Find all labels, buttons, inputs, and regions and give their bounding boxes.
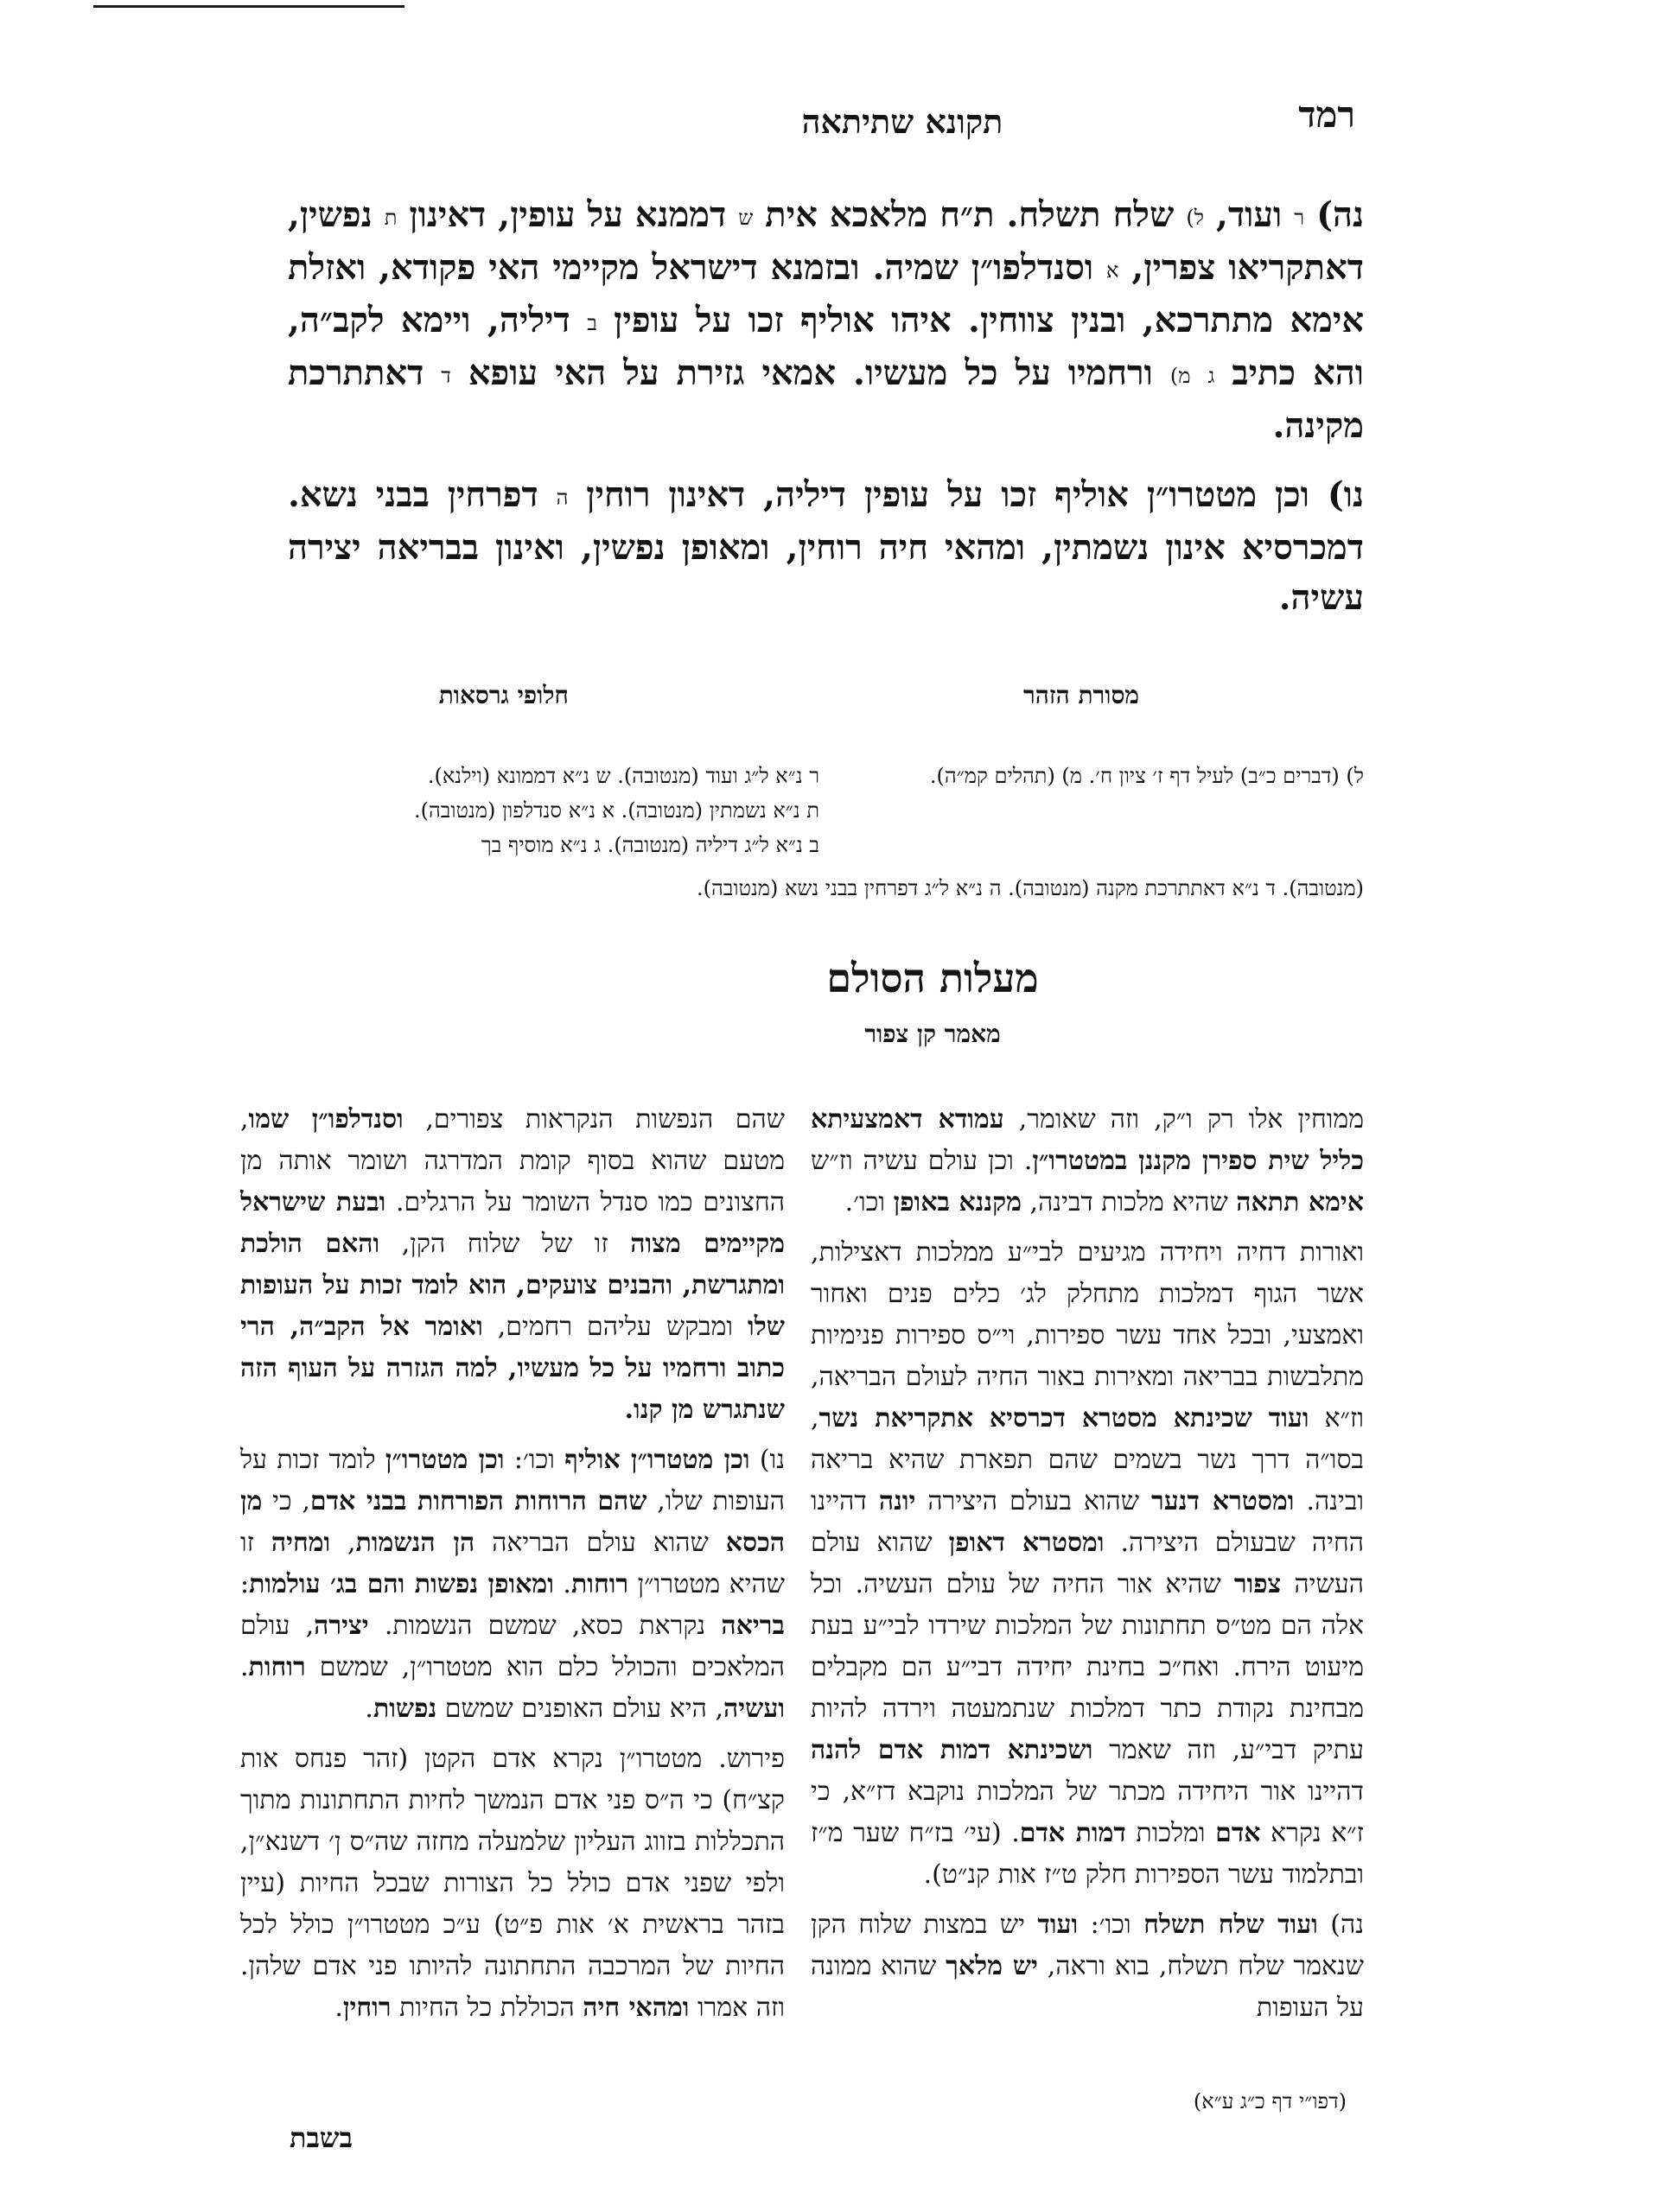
bold-run: דמות אדם bbox=[1019, 1818, 1126, 1848]
mesoret-hazohar-notes: ל) (דברים כ״ב) לעיל דף ז׳ ציון ח׳. מ) (תהלים קמ״ה). bbox=[929, 764, 1364, 788]
bold-run: ומחיה bbox=[271, 1528, 331, 1558]
text-run: וסנדלפו״ן שמיה. ובזמנא דישראל מקיימי האי פקודא, ואזלת אימא מתתרכא, ובנין צווחין. איהו אוליף זכו על עופין bbox=[288, 247, 1365, 340]
bold-run: וסנדלפו״ן שמו bbox=[248, 1104, 404, 1135]
sulam-title: מעלות הסולם bbox=[826, 955, 1039, 1001]
note-marker: ב bbox=[587, 311, 597, 335]
commentary-paragraph bbox=[240, 1440, 785, 1730]
variant-line: (מנטובה). ד נ״א דאתתרכת מקנה (מנטובה). ה נ״א ל״ג דפרחין בבני נשא (מנטובה). bbox=[697, 876, 1364, 900]
text-run: וכו׳. bbox=[844, 1187, 894, 1217]
text-run: זו שהיא מטטרו״ן bbox=[240, 1528, 786, 1599]
bold-run: מקננא באופן bbox=[893, 1187, 1022, 1217]
chilufei-girsaot-heading: חלופי גרסאות bbox=[438, 681, 569, 709]
bold-run: והאם הולכת ומתגרשת, והבנים צועקים, הוא לומד זכות על העופות שלו bbox=[240, 1229, 785, 1342]
bold-run: רוחין bbox=[342, 1993, 392, 2023]
bold-run: ואומר אל הקב״ה, הרי כתוב ורחמיו על כל מעשיו, למה הגזרה על העוף הזה שנתגרש מן קנו. bbox=[240, 1312, 785, 1425]
text-run: נו) bbox=[749, 1445, 785, 1475]
zohar-paragraph-55 bbox=[288, 190, 1364, 451]
bold-run: ושכינתא דמות אדם להנה bbox=[811, 1735, 1093, 1765]
top-rule bbox=[93, 5, 404, 8]
text-run: שלח תשלח. ת״ח מלאכא אית bbox=[753, 194, 1187, 235]
mesoret-hazohar-heading: מסורת הזהר bbox=[1022, 681, 1139, 709]
text-run: שהוא בעולם היצירה bbox=[915, 1486, 1152, 1516]
note-marker: מ) bbox=[1169, 364, 1191, 388]
bold-run: צפור bbox=[1233, 1569, 1282, 1599]
bold-run: ועוד שכינתא מסטרא דכרסיא אתקריאת נשר bbox=[818, 1403, 1309, 1433]
text-run: דאתתרכת מקינה. bbox=[288, 353, 1364, 446]
variant-line: ת נ״א נשמתין (מנטובה). א נ״א סנדלפון (מנטובה). bbox=[413, 798, 819, 823]
bold-run: בריאה bbox=[721, 1611, 785, 1641]
bold-run: שהם הרוחות הפורחות בבני אדם bbox=[309, 1486, 647, 1516]
text-run: : bbox=[240, 1569, 250, 1599]
text-run: דיליה, ויימא לקב״ה, והא כתיב bbox=[288, 300, 1364, 393]
bold-run: הן הנשמות bbox=[355, 1528, 475, 1558]
text-run: , היא עולם האופנים שמשם bbox=[436, 1694, 723, 1724]
text-run: זו של שלוח הקן, bbox=[379, 1229, 631, 1259]
bold-run: מן הכסא bbox=[240, 1486, 785, 1558]
text-run: שהוא עולם הבריאה bbox=[474, 1528, 726, 1558]
commentary-paragraph bbox=[240, 1738, 785, 2029]
variant-line: ר נ״א ל״ג ועוד (מנטובה). ש נ״א דממונא (וילנא). bbox=[427, 764, 819, 788]
text-run: ועוד, bbox=[1203, 194, 1295, 235]
text-run: דממנא על עופין, דאינון bbox=[397, 194, 739, 235]
text-run: ומלכות bbox=[1125, 1818, 1216, 1848]
text-run: , עולם המלאכים והכולל כלם הוא מטטרו״ן, שמשם bbox=[240, 1611, 785, 1682]
note-marker: א bbox=[1106, 258, 1119, 283]
commentary-paragraph bbox=[811, 1232, 1364, 1896]
text-run: ממוחין אלו רק ו״ק, וזה שאומר, bbox=[1003, 1104, 1364, 1135]
text-run: . bbox=[553, 1569, 571, 1599]
text-run: וכו׳: bbox=[1078, 1910, 1144, 1940]
note-marker: ש bbox=[738, 206, 754, 230]
commentary-paragraph bbox=[240, 1099, 785, 1431]
bold-run: וכן מטטרו״ן bbox=[385, 1445, 505, 1475]
zohar-paragraph-56 bbox=[288, 470, 1364, 623]
text-run: שהיא מלכות דבינה, bbox=[1022, 1187, 1237, 1217]
text-run: נו) וכן מטטרו״ן אוליף זכו על עופין דיליה, דאינון רוחין bbox=[568, 474, 1365, 515]
bold-run: ועוד שלח תשלח bbox=[1143, 1910, 1318, 1940]
note-marker: ד bbox=[441, 364, 451, 388]
bold-run: ומאופן נפשות והם בג׳ עולמות bbox=[249, 1569, 554, 1599]
text-run: נפשין, דאתקריאו צפרין, bbox=[288, 194, 1364, 288]
text-run: ואורות דחיה ויחידה מגיעים לבי״ע ממלכות דאצילות, אשר הגוף דמלכות מתחלק לג׳ כלים פנים ואחור ואמצעי, ובכל אחד עשר ספירות, וי״ס ספירות פנימיות מתלבשות בבריאה ומאירות באור החיה לעולם הבריאה, וז״א bbox=[811, 1237, 1364, 1433]
bold-run: אימא תתאה bbox=[1236, 1187, 1364, 1217]
variant-line: ב נ״א ל״ג דיליה (מנטובה). ג נ״א מוסיף בך bbox=[481, 833, 819, 857]
commentary-left-column bbox=[240, 1099, 785, 2037]
note-marker: ת bbox=[384, 206, 398, 230]
running-title: תקונא שתיתאה bbox=[801, 102, 1003, 141]
bold-run: ומסטרא דנער bbox=[1151, 1486, 1295, 1516]
text-run: . (עי׳ בז״ח שער מ״ז ובתלמוד עשר הספירות חלק ט״ז אות קנ״ט). bbox=[811, 1818, 1364, 1890]
source-reference: (דפו״י דף כ״ג ע״א) bbox=[1193, 2089, 1347, 2113]
note-marker: ר bbox=[1294, 206, 1305, 230]
catchword: בשבת bbox=[289, 2121, 353, 2154]
text-run: דהיינו החיה שבעולם היצירה. bbox=[811, 1486, 1365, 1558]
note-marker: ה bbox=[556, 486, 569, 510]
text-run: פירוש. מטטרו״ן נקרא אדם הקטן (זהר פנחס אות קצ״ח) כי ה״ס פני אדם הנמשך לחיות התחתונות מתוך התכללות בזווג העליון שלמעלה מחזה שה״ס ן׳ דשנא״ן, ולפי שפני אדם כולל כל הצורות שבכל החיות (עיין בזהר בראשית א׳ אות פ״ט) ע״כ מטטרו״ן כולל לכל החיות של המרכבה התחתונה להיותו פני אדם שלהן. וזה אמרו bbox=[240, 1744, 785, 2023]
page-number: רמד bbox=[1298, 93, 1355, 136]
commentary-paragraph bbox=[811, 1099, 1364, 1224]
text-run: . bbox=[334, 1993, 343, 2023]
bold-run: רוחות bbox=[248, 1652, 306, 1682]
bold-run: ועשיה bbox=[723, 1694, 785, 1724]
commentary-right-column bbox=[811, 1099, 1364, 2037]
text-run: נה) bbox=[1304, 194, 1365, 235]
text-run bbox=[1190, 353, 1207, 393]
bold-run: אדם bbox=[1215, 1818, 1261, 1848]
zohar-text bbox=[288, 190, 1364, 642]
text-run: יש במצות שלוח הקן שנאמר שלח תשלח, בוא וראה, bbox=[811, 1910, 1364, 1981]
bold-run: נפשות bbox=[373, 1694, 437, 1724]
bold-run: יונה bbox=[878, 1486, 916, 1516]
text-run: נקראת כסא, שמשם הנשמות. bbox=[368, 1611, 722, 1641]
bold-run: ומהאי חיה bbox=[583, 1993, 690, 2023]
bold-run: וכן מטטרו״ן אוליף bbox=[564, 1445, 750, 1475]
text-run: וכו׳: bbox=[504, 1445, 565, 1475]
text-run: נה) bbox=[1317, 1910, 1365, 1940]
text-run: , bbox=[330, 1528, 356, 1558]
text-run: ומבקש עליהם רחמים, bbox=[482, 1312, 748, 1342]
bold-run: עמודא דאמצעיתא כליל שית ספירן מקננן במטטרו״ן bbox=[811, 1104, 1364, 1176]
sulam-subtitle: מאמר קן צפור bbox=[864, 1020, 1001, 1048]
chilufei-girsaot-notes bbox=[288, 759, 819, 862]
text-run: , כי bbox=[262, 1486, 310, 1516]
text-run: , מטעם שהוא בסוף קומת המדרגה ושומר אותה מן החצונים כמו סנדל השומר על הרגלים. bbox=[240, 1104, 785, 1217]
note-marker: ג bbox=[1207, 364, 1215, 388]
note-marker: ל) bbox=[1186, 206, 1204, 230]
text-run: . וכן עולם עשיה וז״ש bbox=[811, 1146, 1033, 1176]
text-run: לומד זכות על העופות שלו, bbox=[240, 1445, 786, 1516]
text-run: . bbox=[240, 1652, 249, 1682]
bold-run: יצירה bbox=[314, 1611, 369, 1641]
commentary-paragraph bbox=[811, 1904, 1364, 2029]
text-run: דהיינו אור היחידה מכתר של המלכות נוקבא דז״א, כי ז״א נקרא bbox=[811, 1777, 1364, 1848]
text-run: שהם הנפשות הנקראות צפורים, bbox=[403, 1104, 786, 1135]
text-run: שהוא ממונה על העופות bbox=[811, 1951, 1364, 2023]
text-run: דפרחין בבני נשא. דמכרסיא אינון נשמתין, ומהאי חיה רוחין, ומאופן נפשין, ואינון בבריאה יצירה עשיה. bbox=[288, 474, 1364, 618]
bold-run: רוחות bbox=[570, 1569, 629, 1599]
text-run: , בסו״ה דרך נשר בשמים שהם תפארת שהיא בריאה ובינה. bbox=[811, 1403, 1364, 1516]
text-run: שהיא אור החיה של עולם העשיה. וכל אלה הם מט״ס תחתונות של המלכות שירדו לבי״ע בעת מיעוט הירח. ואח״כ בחינת יחידה דבי״ע הם מקבלים מבחינת נקודת כתר דמלכות שנתמעטה וירדה להיות עתיק דבי״ע, וזה שאמר bbox=[811, 1569, 1365, 1765]
bold-run: ובעת שישראל מקיימים מצוה bbox=[240, 1187, 785, 1259]
bold-run: ועוד bbox=[1037, 1910, 1079, 1940]
bold-run: ומסטרא דאופן bbox=[948, 1528, 1105, 1558]
text-run: ורחמיו על כל מעשיו. אמאי גזירת על האי עופא bbox=[450, 353, 1170, 393]
text-run: . bbox=[365, 1694, 373, 1724]
bold-run: יש מלאך bbox=[946, 1951, 1038, 1981]
text-run: שהוא עולם העשיה bbox=[811, 1528, 1364, 1599]
text-run: הכוללת כל החיות bbox=[391, 1993, 583, 2023]
